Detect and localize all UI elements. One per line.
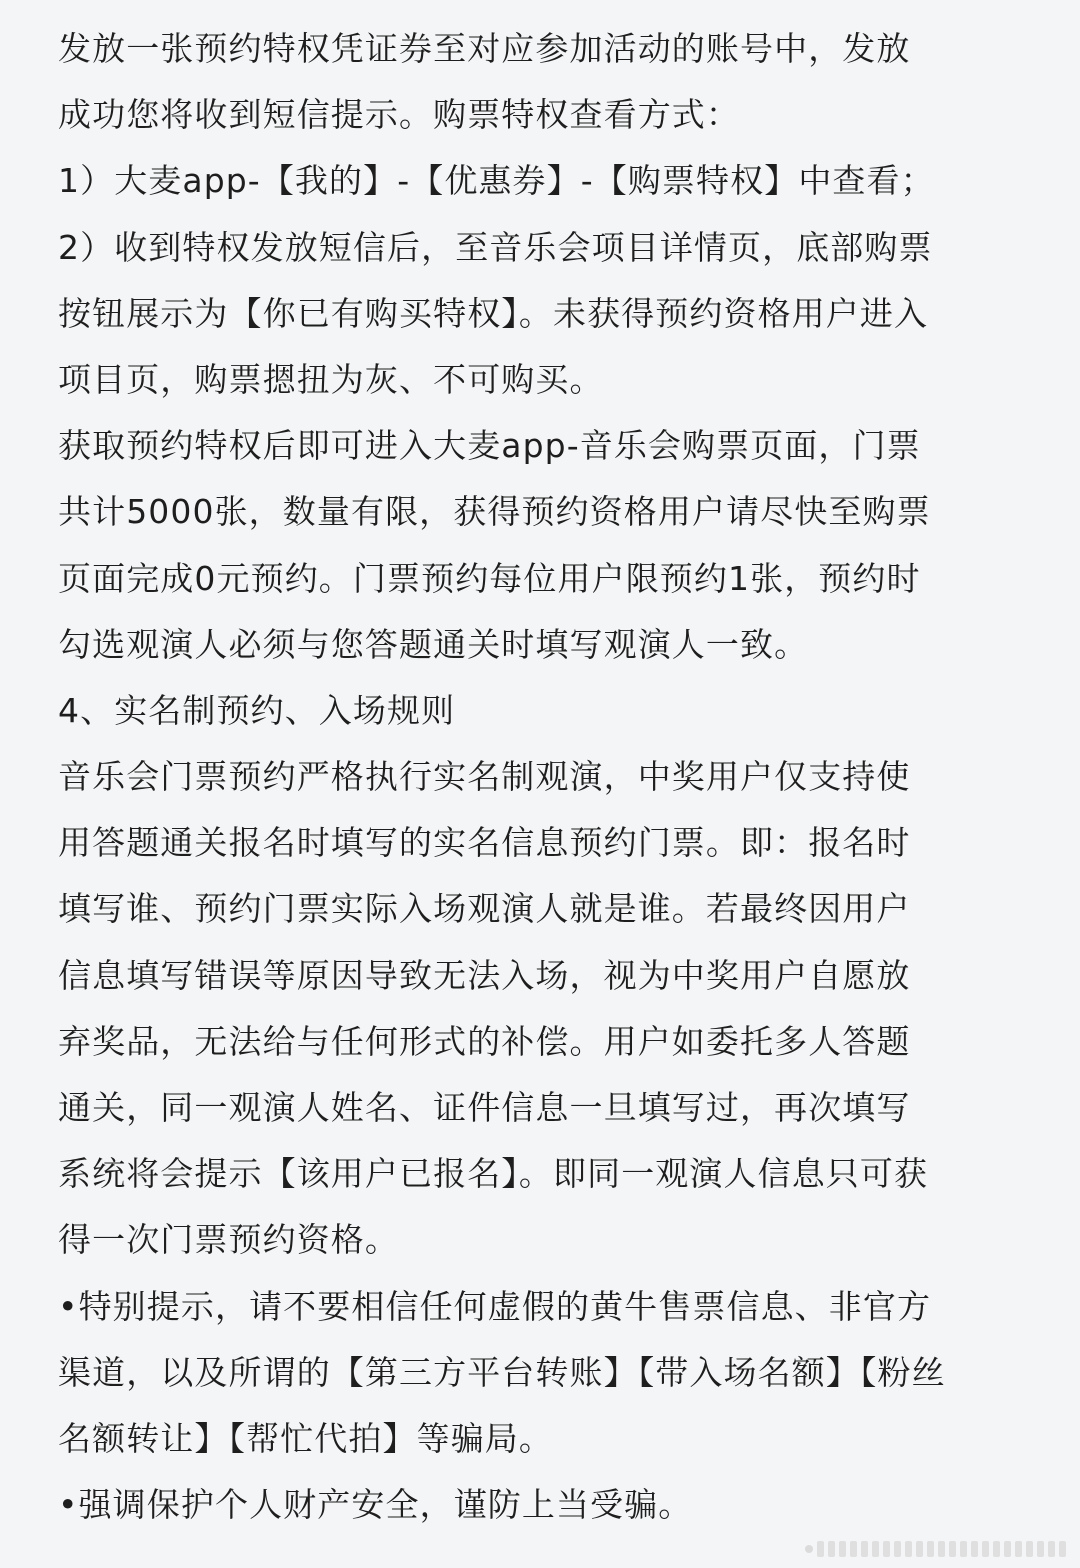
paragraph-real-name-rules: [58, 744, 1018, 1274]
watermark-bar-icon: [1048, 1541, 1055, 1557]
paragraph-safety-notice: [58, 1472, 1018, 1538]
watermark-bar-icon: [1059, 1541, 1066, 1557]
watermark-dot-icon: [805, 1545, 813, 1553]
text-line: 弃奖品，无法给与任何形式的补偿。用户如委托多人答题: [58, 1021, 911, 1061]
watermark-bar-icon: [1015, 1541, 1022, 1557]
text-line: 获取预约特权后即可进入大麦app-音乐会购票页面，门票: [58, 426, 921, 466]
text-line: 通关，同一观演人姓名、证件信息一旦填写过，再次填写: [58, 1088, 911, 1127]
watermark-bar-icon: [916, 1541, 923, 1557]
text-line: 项目页，购票摁扭为灰、不可购买。: [58, 359, 604, 399]
watermark-bar-icon: [993, 1541, 1000, 1557]
text-line: 系统将会提示【该用户已报名】。即同一观演人信息只可获: [58, 1154, 929, 1194]
watermark-bar-icon: [960, 1541, 967, 1557]
text-line: 填写谁、预约门票实际入场观演人就是谁。若最终因用户: [58, 889, 911, 929]
watermark-bar-icon: [982, 1541, 989, 1557]
text-line: 得一次门票预约资格。: [58, 1220, 399, 1260]
watermark-bar-icon: [1026, 1541, 1033, 1557]
watermark-bar-icon: [839, 1541, 846, 1557]
text-line: 1）大麦app-【我的】-【优惠券】-【购票特权】中查看；: [58, 161, 935, 201]
text-line: •强调保护个人财产安全，谨防上当受骗。: [58, 1485, 693, 1525]
text-line: 按钮展示为【你已有购买特权】。未获得预约资格用户进入: [58, 293, 929, 333]
watermark-bar-icon: [850, 1541, 857, 1557]
paragraph-step-1: [58, 148, 1018, 214]
text-line: 信息填写错误等原因导致无法入场，视为中奖用户自愿放: [58, 955, 911, 995]
text-line: 用答题通关报名时填写的实名信息预约门票。即：报名时: [58, 823, 911, 863]
section-heading-real-name-rules: [58, 678, 1018, 744]
watermark-bar-icon: [971, 1541, 978, 1557]
text-line: 共计5000张，数量有限，获得预约资格用户请尽快至购票: [58, 492, 931, 532]
paragraph-privilege-intro: [58, 16, 1018, 148]
text-line: 成功您将收到短信提示。购票特权查看方式：: [58, 95, 740, 135]
watermark-bar-icon: [927, 1541, 934, 1557]
watermark-bar-icon: [949, 1541, 956, 1557]
text-line: 勾选观演人必须与您答题通关时填写观演人一致。: [58, 624, 809, 664]
text-line: •特别提示，请不要相信任何虚假的黄牛售票信息、非官方: [58, 1286, 932, 1326]
watermark-bar-icon: [1037, 1541, 1044, 1557]
text-line: 2）收到特权发放短信后，至音乐会项目详情页，底部购票: [58, 227, 933, 267]
document-content: [58, 16, 1018, 1538]
watermark-bar-icon: [1004, 1541, 1011, 1557]
text-line: 4、实名制预约、入场规则: [58, 690, 456, 730]
text-line: 名额转让】【帮忙代拍】等骗局。: [58, 1418, 553, 1458]
paragraph-special-notice: [58, 1274, 1018, 1473]
text-line: 发放一张预约特权凭证券至对应参加活动的账号中，发放: [58, 29, 911, 68]
watermark-bar-icon: [817, 1541, 824, 1557]
watermark-bar-icon: [883, 1541, 890, 1557]
watermark-bar-icon: [872, 1541, 879, 1557]
text-line: 页面完成0元预约。门票预约每位用户限预约1张，预约时: [58, 558, 921, 598]
watermark-bar-icon: [828, 1541, 835, 1557]
paragraph-booking-info: [58, 413, 1018, 678]
watermark-icon: [805, 1538, 1066, 1560]
text-line: 音乐会门票预约严格执行实名制观演，中奖用户仅支持使: [58, 757, 911, 797]
text-line: 渠道，以及所谓的【第三方平台转账】【带入场名额】【粉丝: [58, 1352, 946, 1392]
watermark-bar-icon: [894, 1541, 901, 1557]
paragraph-step-2: [58, 215, 1018, 414]
watermark-bar-icon: [905, 1541, 912, 1557]
watermark-bar-icon: [861, 1541, 868, 1557]
watermark-bar-icon: [938, 1541, 945, 1557]
